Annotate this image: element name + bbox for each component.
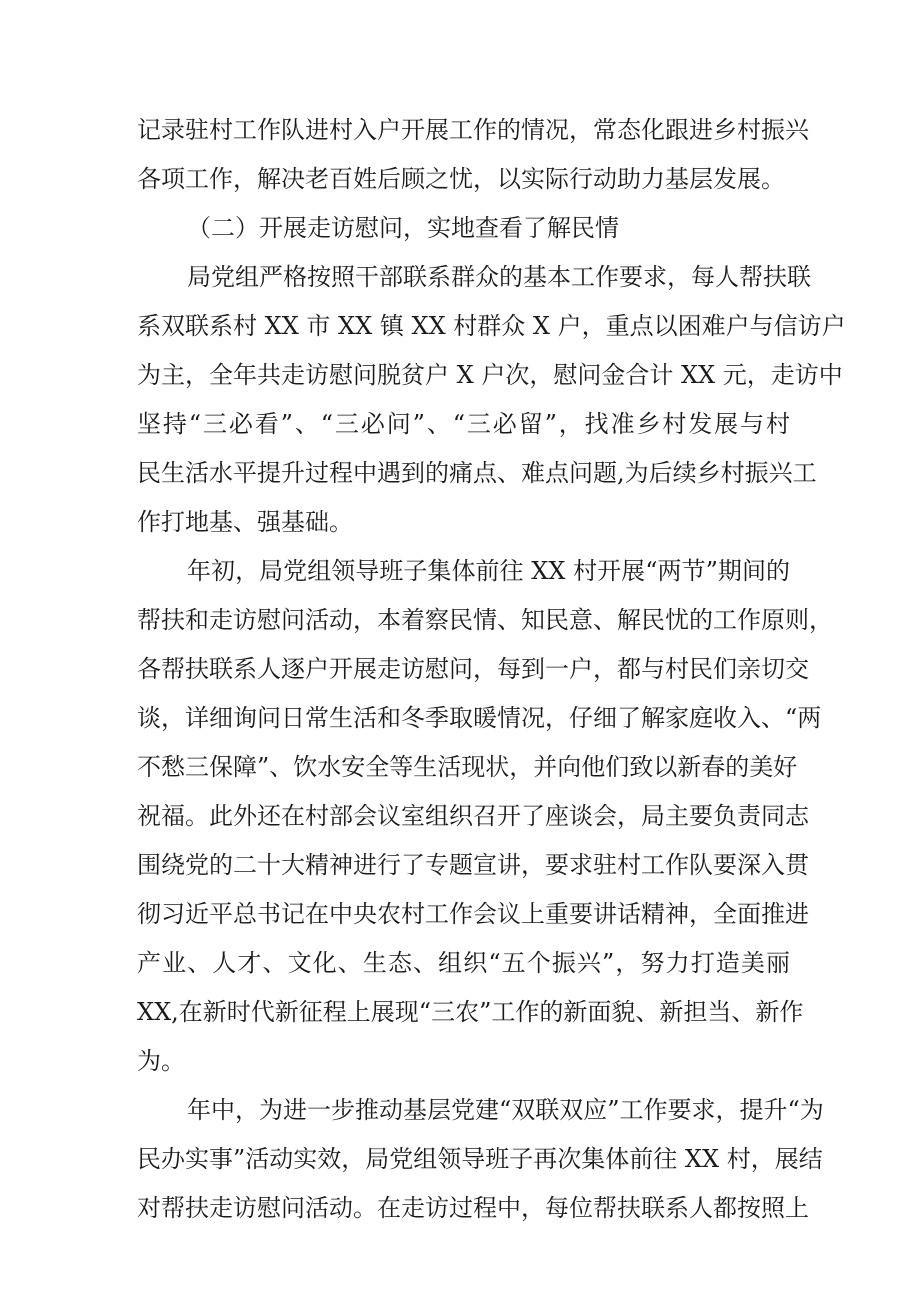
paragraph-line: 民生活水平提升过程中遇到的痛点、难点问题,为后续乡村振兴工 (137, 459, 817, 487)
paragraph-line: 为主，全年共走访慰问脱贫户 X 户次，慰问金合计 XX 元，走访中 (137, 361, 843, 389)
paragraph-line: 民办实事”活动实效，局党组领导班子再次集体前往 XX 村，展结 (137, 1145, 823, 1173)
paragraph-line: 作打地基、强基础。 (137, 508, 353, 536)
paragraph-line: 祝福。此外还在村部会议室组织召开了座谈会，局主要负责同志 (137, 802, 809, 830)
paragraph-line: 帮扶和走访慰问活动，本着察民情、知民意、解民忧的工作原则， (137, 606, 833, 634)
paragraph-line: 产业、人才、文化、生态、组织“五个振兴”，努力打造美丽 (137, 949, 790, 977)
paragraph-line: 彻习近平总书记在中央农村工作会议上重要讲话精神，全面推进 (137, 900, 809, 928)
paragraph-line: 围绕党的二十大精神进行了专题宣讲，要求驻村工作队要深入贯 (137, 851, 809, 879)
paragraph-line: 各帮扶联系人逐户开展走访慰问，每到一户，都与村民们亲切交 (137, 655, 809, 683)
paragraph-line: 局党组严格按照干部联系群众的基本工作要求，每人帮扶联 (187, 263, 811, 291)
paragraph-line: XX,在新时代新征程上展现“三农”工作的新面貌、新担当、新作 (137, 998, 804, 1026)
paragraph-line: 系双联系村 XX 市 XX 镇 XX 村群众 X 户，重点以困难户与信访户 (137, 312, 846, 340)
paragraph-line: 年初，局党组领导班子集体前往 XX 村开展“两节”期间的 (187, 557, 790, 585)
paragraph-line: 记录驻村工作队进村入户开展工作的情况，常态化跟进乡村振兴 (137, 116, 809, 144)
paragraph-line: 为。 (137, 1047, 185, 1075)
paragraph-line: 年中，为进一步推动基层党建“双联双应”工作要求，提升“为 (187, 1096, 824, 1124)
section-heading: （二）开展走访慰问，实地查看了解民情 (187, 214, 619, 242)
paragraph-line: 各项工作，解决老百姓后顾之忧，以实际行动助力基层发展。 (137, 165, 785, 193)
paragraph-line: 谈，详细询问日常生活和冬季取暖情况，仔细了解家庭收入、“两 (137, 704, 822, 732)
paragraph-line: 对帮扶走访慰问活动。在走访过程中，每位帮扶联系人都按照上 (137, 1194, 809, 1222)
paragraph-line: 坚持“三必看”、“三必问”、“三必留”，找准乡村发展与村 (137, 410, 790, 438)
paragraph-line: 不愁三保障”、饮水安全等生活现状，并向他们致以新春的美好 (137, 753, 798, 781)
